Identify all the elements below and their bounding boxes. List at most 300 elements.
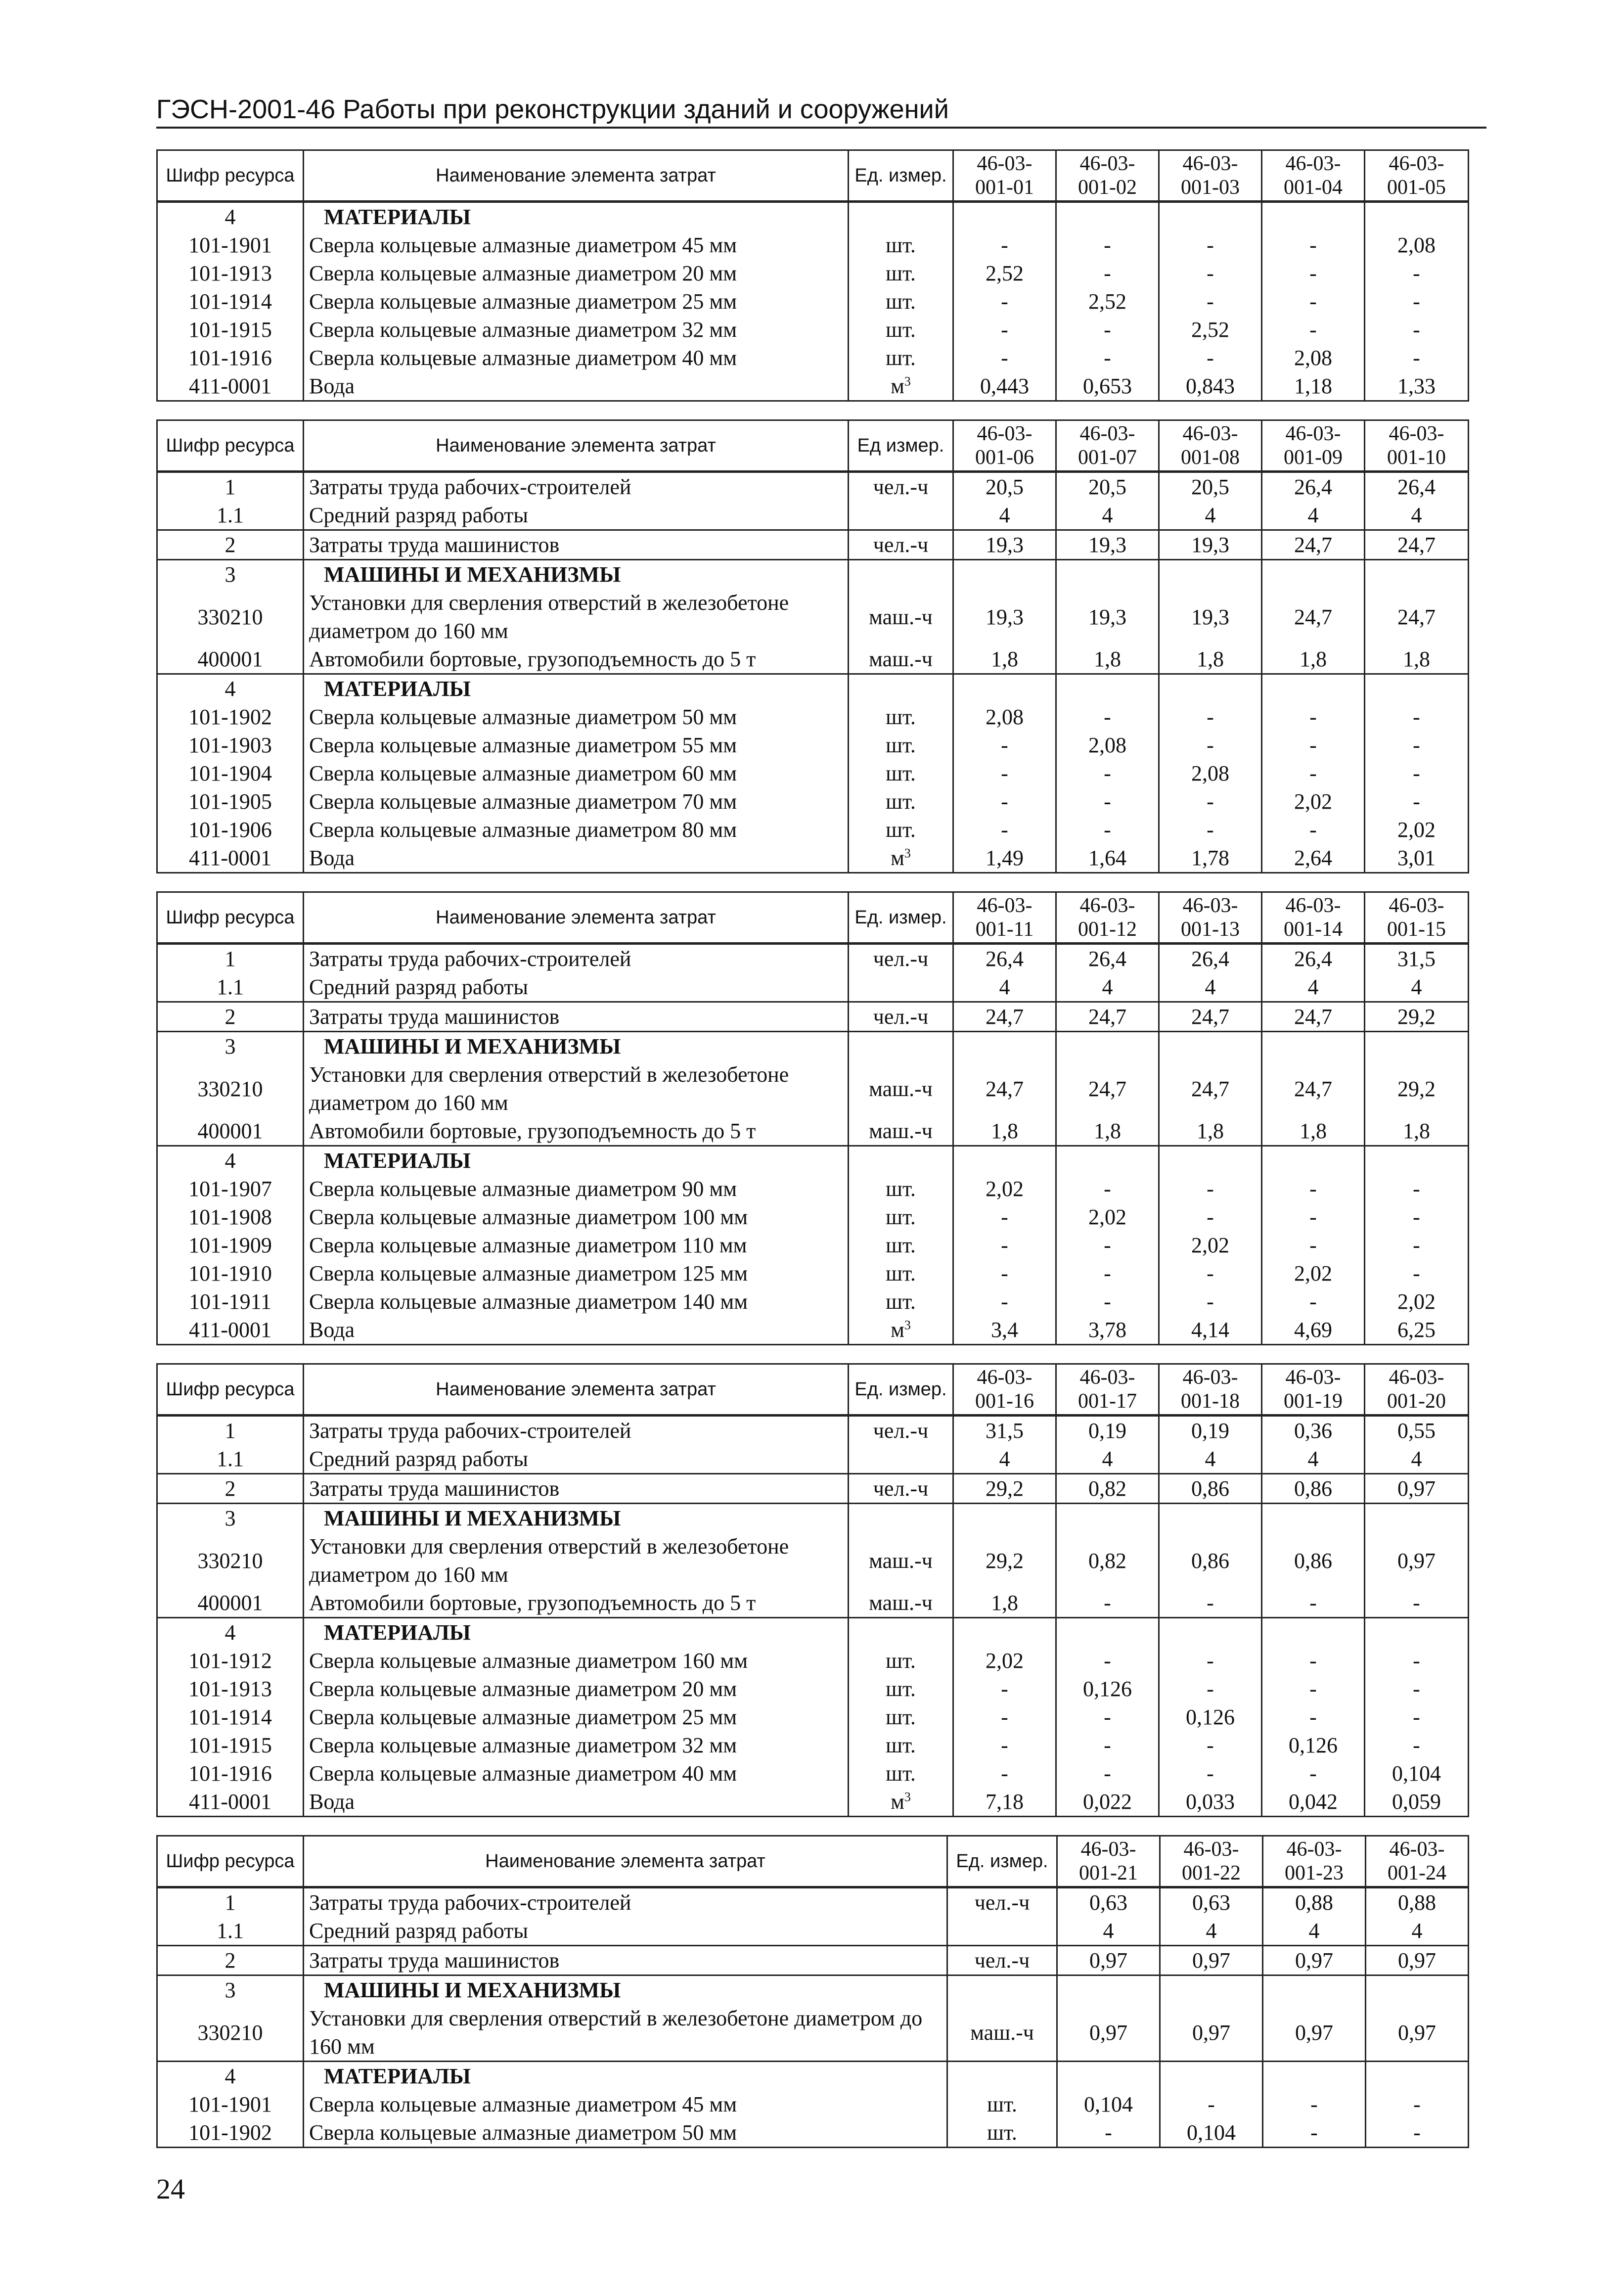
norm-value: - — [953, 1759, 1056, 1788]
header-norm-code: 46-03-001-17 — [1056, 1364, 1159, 1416]
norm-value: 4 — [1057, 1917, 1160, 1946]
norm-value — [1365, 1032, 1469, 1061]
resource-code: 411-0001 — [157, 372, 304, 401]
section-row — [157, 202, 1469, 231]
norm-value: - — [1159, 1759, 1262, 1788]
resource-code: 101-1913 — [157, 1675, 304, 1703]
header-norm-code: 46-03-001-15 — [1365, 892, 1469, 944]
table-row — [157, 589, 1469, 645]
section-row — [157, 1504, 1469, 1533]
resource-name: МАШИНЫ И МЕХАНИЗМЫ — [304, 1032, 849, 1061]
resource-name: Сверла кольцевые алмазные диаметром 70 мм — [304, 787, 849, 816]
resource-code: 101-1905 — [157, 787, 304, 816]
norm-value — [1365, 674, 1469, 703]
resource-unit — [947, 2062, 1057, 2091]
norm-value: 2,02 — [1365, 1287, 1469, 1316]
resource-code: 101-1912 — [157, 1647, 304, 1675]
norm-value: - — [1365, 759, 1469, 787]
unit-text: шт. — [886, 1705, 916, 1729]
resource-name: Средний разряд работы — [304, 973, 849, 1002]
norm-value: - — [953, 1287, 1056, 1316]
norm-value: - — [1365, 1675, 1469, 1703]
table-row — [157, 944, 1469, 973]
norm-value: 0,97 — [1366, 2004, 1469, 2062]
norm-value: - — [1056, 1731, 1159, 1759]
table-row — [157, 645, 1469, 674]
table-row — [157, 372, 1469, 401]
resource-name: Вода — [304, 1316, 849, 1345]
norm-value: 1,64 — [1056, 844, 1159, 873]
norm-value — [1366, 1975, 1469, 2005]
resource-name: Средний разряд работы — [304, 1917, 947, 1946]
norm-value: 4 — [1262, 501, 1365, 530]
table-row — [157, 1589, 1469, 1618]
norm-value: 4 — [1365, 501, 1469, 530]
table-row — [157, 1060, 1469, 1117]
unit-text: шт. — [886, 1289, 916, 1314]
resource-code: 1.1 — [157, 1445, 304, 1474]
unit-text: шт. — [886, 1733, 916, 1757]
norm-value: - — [1263, 2118, 1366, 2148]
resource-name: Сверла кольцевые алмазные диаметром 55 мм — [304, 731, 849, 759]
resource-code: 101-1901 — [157, 231, 304, 259]
unit-text: маш.-ч — [869, 1076, 933, 1101]
unit-text: маш.-ч — [869, 1119, 933, 1143]
norm-value — [1159, 1146, 1262, 1175]
norm-value: - — [1056, 1759, 1159, 1788]
norm-value: - — [953, 287, 1056, 316]
resource-name: Затраты труда машинистов — [304, 1002, 849, 1032]
resource-code: 2 — [157, 1474, 304, 1504]
resource-name: Сверла кольцевые алмазные диаметром 50 мм — [304, 703, 849, 731]
norm-value — [1056, 202, 1159, 231]
resource-name: Затраты труда рабочих-строителей — [304, 944, 849, 973]
norm-value: - — [953, 1703, 1056, 1731]
norm-value: 1,8 — [953, 1117, 1056, 1146]
resource-code: 2 — [157, 1946, 304, 1975]
norm-value: 6,25 — [1365, 1316, 1469, 1345]
norm-value: 0,82 — [1056, 1474, 1159, 1504]
norm-value: 2,02 — [953, 1175, 1056, 1203]
resource-name: Вода — [304, 844, 849, 873]
section-row — [157, 674, 1469, 703]
norm-value — [1262, 202, 1365, 231]
table-row — [157, 2004, 1469, 2062]
header-name: Наименование элемента затрат — [304, 150, 849, 202]
unit-text: шт. — [886, 233, 916, 257]
table-row — [157, 1203, 1469, 1231]
table-row — [157, 1175, 1469, 1203]
resource-code: 3 — [157, 560, 304, 589]
table-row — [157, 1703, 1469, 1731]
unit-text: чел.-ч — [873, 1476, 929, 1501]
resource-table — [156, 419, 1469, 873]
unit-text: м — [891, 846, 904, 870]
norm-value: - — [1365, 344, 1469, 372]
resource-code: 3 — [157, 1032, 304, 1061]
resource-unit — [849, 1504, 953, 1533]
resource-name: Средний разряд работы — [304, 501, 849, 530]
norm-value: 24,7 — [953, 1060, 1056, 1117]
norm-value — [1262, 1504, 1365, 1533]
norm-value: 19,3 — [1159, 589, 1262, 645]
resource-unit — [849, 731, 953, 759]
norm-value — [1263, 2062, 1366, 2091]
resource-name: Сверла кольцевые алмазные диаметром 125 мм — [304, 1259, 849, 1287]
norm-value: - — [1263, 2090, 1366, 2118]
norm-value: 0,104 — [1365, 1759, 1469, 1788]
norm-value: - — [1262, 1203, 1365, 1231]
resource-unit — [849, 1259, 953, 1287]
table-row — [157, 344, 1469, 372]
norm-value: 19,3 — [953, 530, 1056, 560]
header-norm-code: 46-03-001-07 — [1056, 420, 1159, 472]
norm-value: 20,5 — [953, 472, 1056, 502]
unit-text: м — [891, 1318, 904, 1342]
table-row — [157, 844, 1469, 873]
norm-value: 2,08 — [1056, 731, 1159, 759]
table-row — [157, 1917, 1469, 1946]
norm-value: - — [1365, 703, 1469, 731]
resource-code: 330210 — [157, 1532, 304, 1589]
norm-value: - — [1365, 259, 1469, 287]
norm-value: - — [1159, 787, 1262, 816]
norm-value — [1160, 1975, 1263, 2005]
norm-value: 2,52 — [953, 259, 1056, 287]
norm-value: - — [953, 1259, 1056, 1287]
norm-value: 24,7 — [1365, 530, 1469, 560]
norm-value: 0,36 — [1262, 1416, 1365, 1445]
norm-value: 4 — [1056, 973, 1159, 1002]
norm-value: - — [1365, 287, 1469, 316]
resource-unit — [849, 1146, 953, 1175]
norm-value: - — [1262, 287, 1365, 316]
norm-value: 2,08 — [1262, 344, 1365, 372]
header-unit: Ед. измер. — [849, 1364, 953, 1416]
norm-value: 0,55 — [1365, 1416, 1469, 1445]
unit-text: шт. — [886, 705, 916, 729]
norm-value — [953, 1146, 1056, 1175]
resource-unit — [849, 1618, 953, 1647]
table-row — [157, 703, 1469, 731]
header-norm-code: 46-03-001-09 — [1262, 420, 1365, 472]
table-row — [157, 1231, 1469, 1259]
resource-name: Автомобили бортовые, грузоподъемность до 5 т — [304, 1117, 849, 1146]
norm-value: - — [1159, 344, 1262, 372]
norm-value: 1,78 — [1159, 844, 1262, 873]
norm-value: - — [1365, 1175, 1469, 1203]
norm-value: 0,63 — [1160, 1887, 1263, 1917]
norm-value: 0,126 — [1056, 1675, 1159, 1703]
resource-code: 3 — [157, 1504, 304, 1533]
resource-code: 400001 — [157, 1589, 304, 1618]
resource-name: Сверла кольцевые алмазные диаметром 160 мм — [304, 1647, 849, 1675]
norm-value — [1056, 674, 1159, 703]
resource-table — [156, 149, 1469, 402]
header-name: Наименование элемента затрат — [304, 1836, 947, 1887]
norm-value: - — [1365, 1731, 1469, 1759]
norm-value: - — [1159, 231, 1262, 259]
norm-value: 1,8 — [1159, 1117, 1262, 1146]
unit-text: шт. — [886, 733, 916, 757]
norm-value: 29,2 — [1365, 1060, 1469, 1117]
norm-value: 19,3 — [1056, 589, 1159, 645]
norm-value: 19,3 — [1056, 530, 1159, 560]
norm-value — [1262, 1146, 1365, 1175]
unit-superscript: 3 — [904, 846, 911, 861]
norm-value: 4 — [1262, 1445, 1365, 1474]
resource-unit — [849, 973, 953, 1002]
norm-value: - — [1365, 316, 1469, 344]
norm-value: - — [1056, 344, 1159, 372]
resource-code: 4 — [157, 674, 304, 703]
norm-value: 24,7 — [1262, 1002, 1365, 1032]
resource-unit — [849, 1287, 953, 1316]
resource-unit — [849, 287, 953, 316]
norm-value: - — [1159, 1175, 1262, 1203]
resource-unit — [849, 1703, 953, 1731]
norm-value: 24,7 — [1056, 1060, 1159, 1117]
norm-value: 0,82 — [1056, 1532, 1159, 1589]
norm-value: - — [1262, 731, 1365, 759]
norm-value: 29,2 — [953, 1474, 1056, 1504]
norm-value: 1,8 — [953, 1589, 1056, 1618]
norm-value: - — [1262, 1287, 1365, 1316]
norm-value — [1365, 560, 1469, 589]
norm-value: 0,97 — [1365, 1474, 1469, 1504]
unit-text: шт. — [886, 1761, 916, 1786]
resource-unit — [849, 1316, 953, 1345]
header-code: Шифр ресурса — [157, 420, 304, 472]
norm-value: - — [1365, 1231, 1469, 1259]
norm-value: 24,7 — [1262, 1060, 1365, 1117]
unit-text: маш.-ч — [869, 1591, 933, 1615]
norm-value: - — [1159, 703, 1262, 731]
header-code: Шифр ресурса — [157, 150, 304, 202]
norm-value: 3,78 — [1056, 1316, 1159, 1345]
resource-name: Автомобили бортовые, грузоподъемность до 5 т — [304, 1589, 849, 1618]
unit-text: шт. — [987, 2120, 1017, 2145]
table-row — [157, 1731, 1469, 1759]
table-row — [157, 1946, 1469, 1975]
norm-value: - — [953, 344, 1056, 372]
norm-value: - — [1056, 1175, 1159, 1203]
norm-value: - — [1262, 1231, 1365, 1259]
unit-superscript: 3 — [904, 1318, 911, 1332]
header-norm-code: 46-03-001-12 — [1056, 892, 1159, 944]
unit-text: чел.-ч — [873, 947, 929, 971]
norm-value: - — [953, 1203, 1056, 1231]
resource-name: Сверла кольцевые алмазные диаметром 25 мм — [304, 1703, 849, 1731]
norm-value: - — [1262, 1175, 1365, 1203]
norm-value: 0,86 — [1262, 1474, 1365, 1504]
norm-value: 4 — [953, 501, 1056, 530]
norm-value: 0,033 — [1159, 1788, 1262, 1817]
norm-value: - — [1262, 231, 1365, 259]
norm-value — [1365, 1618, 1469, 1647]
resource-code: 101-1909 — [157, 1231, 304, 1259]
table-row — [157, 1675, 1469, 1703]
resource-unit — [849, 1731, 953, 1759]
norm-value: - — [1159, 1675, 1262, 1703]
resource-name: Сверла кольцевые алмазные диаметром 45 мм — [304, 2090, 947, 2118]
resource-code: 101-1914 — [157, 1703, 304, 1731]
norm-value: - — [1365, 1259, 1469, 1287]
norm-value — [1365, 1504, 1469, 1533]
header-unit: Ед измер. — [849, 420, 953, 472]
header-norm-code: 46-03-001-10 — [1365, 420, 1469, 472]
norm-value: 0,63 — [1057, 1887, 1160, 1917]
norm-value: - — [1365, 1203, 1469, 1231]
norm-value — [1262, 674, 1365, 703]
resource-unit — [947, 2118, 1057, 2148]
section-row — [157, 1146, 1469, 1175]
norm-value: 0,86 — [1159, 1532, 1262, 1589]
header-norm-code: 46-03-001-11 — [953, 892, 1056, 944]
header-norm-code: 46-03-001-16 — [953, 1364, 1056, 1416]
resource-name: Сверла кольцевые алмазные диаметром 20 мм — [304, 1675, 849, 1703]
resource-name: Сверла кольцевые алмазные диаметром 140 мм — [304, 1287, 849, 1316]
page-header: ГЭСН-2001-46 Работы при реконструкции зданий и сооружений — [156, 94, 1486, 129]
norm-value: 0,97 — [1057, 2004, 1160, 2062]
norm-value: 26,4 — [1262, 472, 1365, 502]
resource-unit — [849, 844, 953, 873]
resource-unit — [947, 1975, 1057, 2005]
norm-value: 2,08 — [953, 703, 1056, 731]
resource-unit — [849, 501, 953, 530]
resource-code: 101-1915 — [157, 316, 304, 344]
unit-text: шт. — [886, 1649, 916, 1673]
norm-value: 4 — [1365, 973, 1469, 1002]
resource-unit — [849, 231, 953, 259]
resource-name: МАШИНЫ И МЕХАНИЗМЫ — [304, 1975, 947, 2005]
norm-value: 0,86 — [1262, 1532, 1365, 1589]
norm-value: 2,52 — [1056, 287, 1159, 316]
table-row — [157, 787, 1469, 816]
resource-name: Сверла кольцевые алмазные диаметром 25 мм — [304, 287, 849, 316]
resource-name: Сверла кольцевые алмазные диаметром 45 мм — [304, 231, 849, 259]
resource-code: 101-1913 — [157, 259, 304, 287]
header-norm-code: 46-03-001-22 — [1160, 1836, 1263, 1887]
norm-value: - — [1365, 731, 1469, 759]
resource-name: МАШИНЫ И МЕХАНИЗМЫ — [304, 1504, 849, 1533]
norm-value: 4 — [1160, 1917, 1263, 1946]
resource-unit — [849, 1203, 953, 1231]
norm-value: 4,14 — [1159, 1316, 1262, 1345]
norm-value: - — [1159, 1647, 1262, 1675]
resource-tables — [156, 149, 1468, 2166]
table-row — [157, 1788, 1469, 1817]
resource-code: 4 — [157, 2062, 304, 2091]
header-norm-code: 46-03-001-18 — [1159, 1364, 1262, 1416]
norm-value: 29,2 — [1365, 1002, 1469, 1032]
norm-value: 4,69 — [1262, 1316, 1365, 1345]
header-norm-code: 46-03-001-21 — [1057, 1836, 1160, 1887]
norm-value — [1056, 1146, 1159, 1175]
norm-value: 24,7 — [1056, 1002, 1159, 1032]
resource-unit — [849, 530, 953, 560]
table-row — [157, 1887, 1469, 1917]
resource-code: 101-1901 — [157, 2090, 304, 2118]
resource-unit — [849, 1117, 953, 1146]
norm-value: - — [1056, 316, 1159, 344]
resource-unit — [849, 316, 953, 344]
norm-value: - — [1056, 759, 1159, 787]
resource-code: 101-1916 — [157, 344, 304, 372]
resource-name: Вода — [304, 372, 849, 401]
norm-value: 31,5 — [1365, 944, 1469, 973]
unit-text: чел.-ч — [974, 1890, 1030, 1915]
norm-value: 2,08 — [1159, 759, 1262, 787]
resource-code: 101-1904 — [157, 759, 304, 787]
resource-code: 1 — [157, 472, 304, 502]
resource-name: Сверла кольцевые алмазные диаметром 100 мм — [304, 1203, 849, 1231]
resource-name: Установки для сверления отверстий в железобетоне диаметром до 160 мм — [304, 2004, 947, 2062]
norm-value: - — [1159, 816, 1262, 844]
norm-value — [1262, 560, 1365, 589]
norm-value: 0,653 — [1056, 372, 1159, 401]
norm-value: - — [1056, 703, 1159, 731]
norm-value: 4 — [1366, 1917, 1469, 1946]
resource-name: Затраты труда рабочих-строителей — [304, 472, 849, 502]
norm-value: - — [1159, 1203, 1262, 1231]
section-row — [157, 1975, 1469, 2005]
norm-value: 1,8 — [1056, 1117, 1159, 1146]
norm-value: - — [1262, 1759, 1365, 1788]
header-norm-code: 46-03-001-24 — [1366, 1836, 1469, 1887]
norm-value: - — [1056, 1231, 1159, 1259]
norm-value: 20,5 — [1056, 472, 1159, 502]
resource-unit — [849, 560, 953, 589]
norm-value: 1,33 — [1365, 372, 1469, 401]
norm-value — [1159, 1618, 1262, 1647]
resource-code: 3 — [157, 1975, 304, 2005]
norm-value — [953, 674, 1056, 703]
resource-name: Затраты труда машинистов — [304, 530, 849, 560]
norm-value: 1,8 — [953, 645, 1056, 674]
norm-value — [953, 560, 1056, 589]
resource-code: 101-1914 — [157, 287, 304, 316]
norm-value: - — [1056, 259, 1159, 287]
table-row — [157, 816, 1469, 844]
unit-text: маш.-ч — [970, 2020, 1034, 2045]
resource-unit — [849, 759, 953, 787]
unit-text: чел.-ч — [873, 1419, 929, 1443]
header-unit: Ед. измер. — [849, 892, 953, 944]
resource-code: 101-1903 — [157, 731, 304, 759]
norm-value: 19,3 — [1159, 530, 1262, 560]
unit-text: шт. — [886, 1177, 916, 1201]
norm-value: 0,97 — [1160, 1946, 1263, 1975]
resource-unit — [849, 1589, 953, 1618]
resource-unit — [849, 344, 953, 372]
header-norm-code: 46-03-001-23 — [1263, 1836, 1366, 1887]
norm-value: - — [1159, 1287, 1262, 1316]
header-code: Шифр ресурса — [157, 1364, 304, 1416]
norm-value — [1056, 1504, 1159, 1533]
norm-value — [953, 1032, 1056, 1061]
resource-unit — [849, 944, 953, 973]
norm-value — [953, 1618, 1056, 1647]
section-row — [157, 560, 1469, 589]
norm-value: - — [1159, 1731, 1262, 1759]
norm-value — [1262, 1618, 1365, 1647]
table-row — [157, 316, 1469, 344]
norm-value: 1,8 — [1365, 1117, 1469, 1146]
norm-value — [1159, 1032, 1262, 1061]
norm-value: 4 — [1159, 1445, 1262, 1474]
norm-value: 0,88 — [1263, 1887, 1366, 1917]
